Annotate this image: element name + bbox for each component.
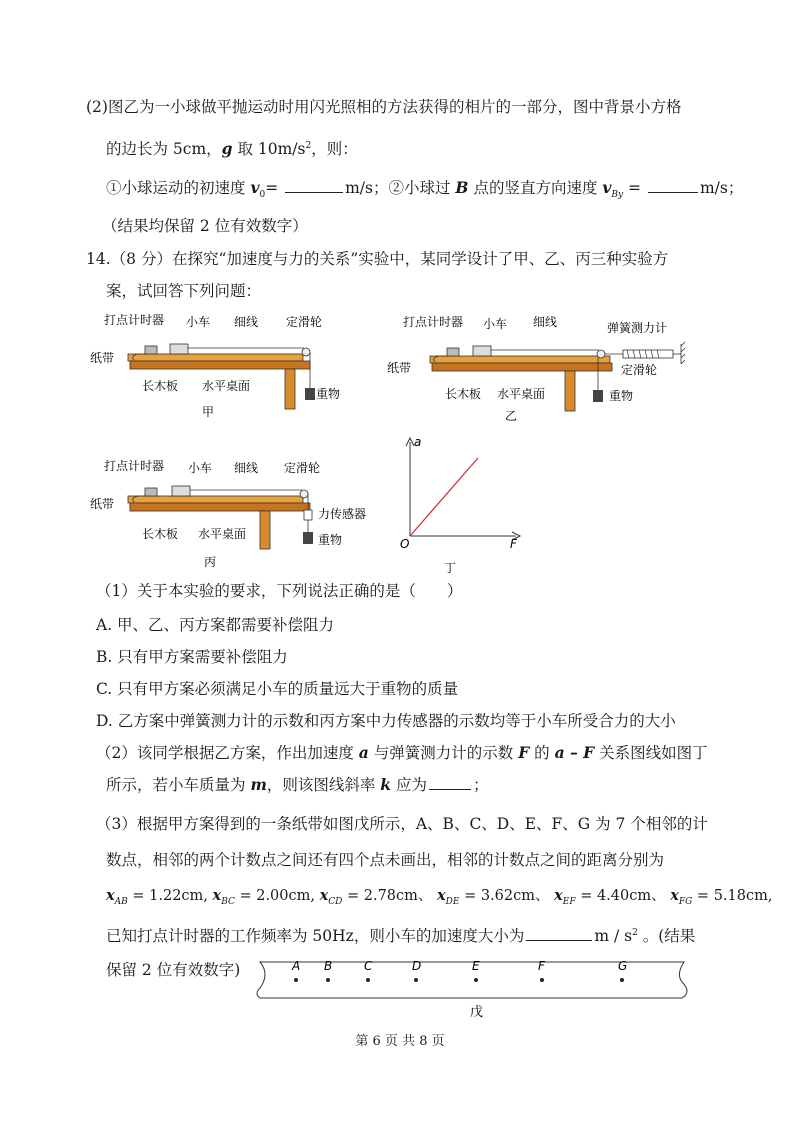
distance-subscript: AB (114, 896, 128, 907)
tape-label: 纸带 (387, 361, 412, 375)
cart-icon (473, 346, 491, 356)
table-top (130, 361, 310, 369)
text-span: 取 10m/s (232, 140, 306, 159)
vby-symbol: v (602, 178, 612, 197)
x-symbol: x (670, 887, 679, 904)
diagram-bing (90, 458, 390, 570)
v0-symbol: v (250, 178, 260, 197)
option-a[interactable]: A. 甲、乙、丙方案都需要补偿阻力 (96, 616, 335, 634)
a-f-symbol: a – F (554, 743, 595, 762)
long-board (430, 356, 610, 363)
text-span: （2）该同学根据乙方案，作出加速度 (96, 744, 359, 762)
text-span: 。(结果 (637, 927, 696, 946)
exponent: 2 (632, 928, 638, 938)
q14-sub2-line2 (106, 773, 488, 796)
q13-part2-line3 (106, 176, 743, 206)
text-span: = (623, 179, 646, 197)
diagram-jia (90, 312, 350, 422)
answer-blank-acceleration[interactable] (526, 924, 592, 941)
board-label: 长木板 (142, 527, 179, 541)
tape-label: 纸带 (90, 497, 115, 511)
x-symbol: x (212, 887, 222, 904)
distance-subscript: CD (328, 896, 343, 907)
tape-point-label-F: F (538, 959, 545, 973)
answer-blank-v0[interactable] (285, 176, 343, 193)
tape-point-label-C: C (364, 959, 373, 973)
k-symbol: k (380, 775, 392, 794)
q14-sub3-line4 (106, 922, 695, 947)
tape-point-dot-F (540, 978, 544, 982)
tape-point-dot-G (620, 978, 624, 982)
q14-header-line2: 案，试回答下列问题： (106, 282, 262, 300)
tape-point-label-D: D (412, 959, 422, 973)
text-span: ，则： (311, 140, 358, 159)
timer-icon (145, 346, 157, 354)
tape-point-label-G: G (618, 959, 628, 973)
page-footer: 第 6 页 共 8 页 (355, 1034, 445, 1049)
tape-point-dot-D (414, 978, 418, 982)
timer-icon (145, 488, 157, 496)
a-f-line (410, 458, 478, 536)
text-span: ； (472, 776, 489, 794)
weight-icon (305, 388, 315, 400)
pulley-label: 定滑轮 (284, 461, 321, 475)
pulley-icon (597, 350, 605, 358)
x-symbol: x (106, 887, 115, 904)
cart-label: 小车 (188, 461, 213, 475)
point-b-symbol: B (455, 178, 469, 197)
g-symbol: g (221, 139, 233, 159)
text-span: m / s (594, 927, 633, 946)
text-span: m/s； (699, 179, 744, 197)
string-label: 细线 (234, 315, 259, 329)
table-leg (565, 371, 575, 411)
x-symbol: x (554, 887, 563, 904)
q14-sub1: （1）关于本实验的要求，下列说法正确的是（ ） (96, 582, 463, 600)
table-label: 水平桌面 (497, 387, 546, 401)
distance-value: = 2.78cm (342, 888, 418, 904)
f-axis-label: F (510, 537, 517, 551)
q14-sub2-line1 (96, 742, 708, 764)
diagram-ding (398, 432, 528, 578)
cart-icon (170, 344, 188, 354)
origin-label: O (400, 537, 410, 551)
timer-icon (447, 348, 459, 356)
distance-value: = 4.40cm (575, 888, 652, 904)
force-sensor-label: 力传感器 (318, 507, 367, 521)
timer-label: 打点计时器 (104, 459, 165, 473)
a-symbol: a (358, 743, 369, 762)
tape-caption: 戊 (470, 1005, 484, 1020)
distance-subscript: BC (221, 896, 235, 907)
tape-point-dot-E (474, 978, 478, 982)
weight-icon (303, 532, 313, 544)
tape-point-dot-A (294, 978, 298, 982)
table-top (130, 503, 310, 511)
q14-sub3-distances: $x_{AB} = 1.22cm$, $x_{BC} = 2.00cm$, $x_{CD} = 2.78cm$、 $x_{DE} = 3.62cm$、 $x_{EF} = 4.40cm$、 $x_{FG} = 5.18cm$, (106, 887, 773, 907)
answer-blank-vby[interactable] (648, 176, 698, 193)
paper-tape-figure (256, 952, 692, 1022)
weight-icon (593, 390, 603, 402)
text-span: 的 (529, 744, 555, 762)
text-span: 与弹簧测力计的示数 (368, 744, 519, 762)
spring-scale-icon (623, 350, 673, 358)
tape-point-label-A: A (292, 959, 301, 973)
text-span: 关系图线如图丁 (594, 744, 708, 762)
distance-subscript: EF (562, 896, 576, 907)
q13-part2-line2 (106, 135, 358, 160)
q13-part2-line1: (2)图乙为一小球做平抛运动时用闪光照相的方法获得的相片的一部分，图中背景小方格 (86, 98, 682, 116)
diagram-caption: 丙 (204, 555, 217, 569)
a-axis-label: a (414, 435, 422, 449)
timer-label: 打点计时器 (403, 315, 464, 329)
option-c[interactable]: C. 只有甲方案必须满足小车的质量远大于重物的质量 (96, 680, 459, 698)
diagram-caption: 乙 (505, 409, 518, 423)
pulley-icon (302, 348, 310, 356)
distance-value: = 1.22cm (127, 888, 204, 904)
distance-value: = 3.62cm (459, 888, 535, 904)
answer-blank-slope[interactable] (429, 773, 471, 790)
cart-label: 小车 (186, 315, 211, 329)
diagram-caption: 甲 (202, 405, 215, 419)
pulley-label: 定滑轮 (621, 363, 658, 377)
long-board (128, 496, 303, 503)
exponent: 2 (305, 141, 312, 151)
tape-point-dot-C (366, 978, 370, 982)
q14-sub3-line2: 数点，相邻的两个计数点之间还有四个点未画出，相邻的计数点之间的距离分别为 (106, 851, 665, 869)
spring-scale-label: 弹簧测力计 (607, 321, 668, 335)
option-d[interactable]: D. 乙方案中弹簧测力计的示数和丙方案中力传感器的示数均等于小车所受合力的大小 (96, 712, 676, 730)
option-b[interactable]: B. 只有甲方案需要补偿阻力 (96, 648, 288, 666)
tape-label: 纸带 (90, 351, 115, 365)
timer-label: 打点计时器 (104, 313, 165, 327)
text-span: = (265, 179, 284, 197)
m-symbol: m (250, 775, 267, 794)
weight-label: 重物 (609, 389, 634, 403)
cart-label: 小车 (483, 317, 508, 331)
q14-sub3-line1: （3）根据甲方案得到的一条纸带如图戊所示，A、B、C、D、E、F、G 为 7 个相邻的计 (96, 815, 708, 833)
weight-label: 重物 (318, 533, 343, 547)
text-span: 所示，若小车质量为 (106, 776, 251, 794)
x-symbol: x (437, 887, 446, 904)
board-label: 长木板 (142, 379, 179, 393)
cart-icon (172, 486, 190, 496)
text-span: ①小球运动的初速度 (106, 179, 251, 197)
diagram-yi (385, 312, 705, 430)
table-leg (260, 511, 270, 549)
text-span: 的边长为 5cm， (106, 140, 222, 159)
distance-subscript: DE (445, 896, 460, 907)
table-leg (285, 369, 295, 409)
q13-part2-line4: （结果均保留 2 位有效数字） (102, 217, 308, 235)
pulley-label: 定滑轮 (286, 315, 323, 329)
f-symbol: F (518, 743, 530, 762)
x-symbol: x (319, 887, 329, 904)
v0-subscript: 0 (259, 190, 266, 201)
string-label: 细线 (234, 461, 259, 475)
tape-point-label-B: B (324, 959, 333, 973)
weight-label: 重物 (316, 387, 341, 401)
distance-subscript: FG (678, 896, 693, 907)
diagram-caption: 丁 (444, 561, 457, 575)
q14-header-line1: 14.（8 分）在探究“加速度与力的关系”实验中，某同学设计了甲、乙、丙三种实验方 (86, 250, 669, 268)
text-span: 已知打点计时器的工作频率为 50Hz，则小车的加速度大小为 (106, 927, 525, 946)
wall-icon (681, 342, 685, 364)
text-span: ，则该图线斜率 (266, 776, 381, 794)
distance-value: = 5.18cm (692, 888, 768, 904)
string-label: 细线 (533, 315, 558, 329)
long-board (128, 354, 303, 361)
board-label: 长木板 (445, 387, 482, 401)
table-label: 水平桌面 (198, 527, 247, 541)
force-sensor-icon (304, 510, 312, 520)
text-span: m/s；②小球过 (345, 179, 456, 197)
text-span: 应为 (391, 776, 427, 794)
table-top (432, 363, 612, 371)
distance-value: = 2.00cm (234, 888, 311, 904)
pulley-icon (300, 490, 308, 498)
table-label: 水平桌面 (202, 379, 251, 393)
q14-sub3-line5: 保留 2 位有效数字) (106, 961, 241, 979)
tape-point-dot-B (326, 978, 330, 982)
text-span: 点的竖直方向速度 (468, 179, 603, 197)
tape-point-label-E: E (472, 959, 480, 973)
vby-subscript: By (611, 190, 624, 201)
